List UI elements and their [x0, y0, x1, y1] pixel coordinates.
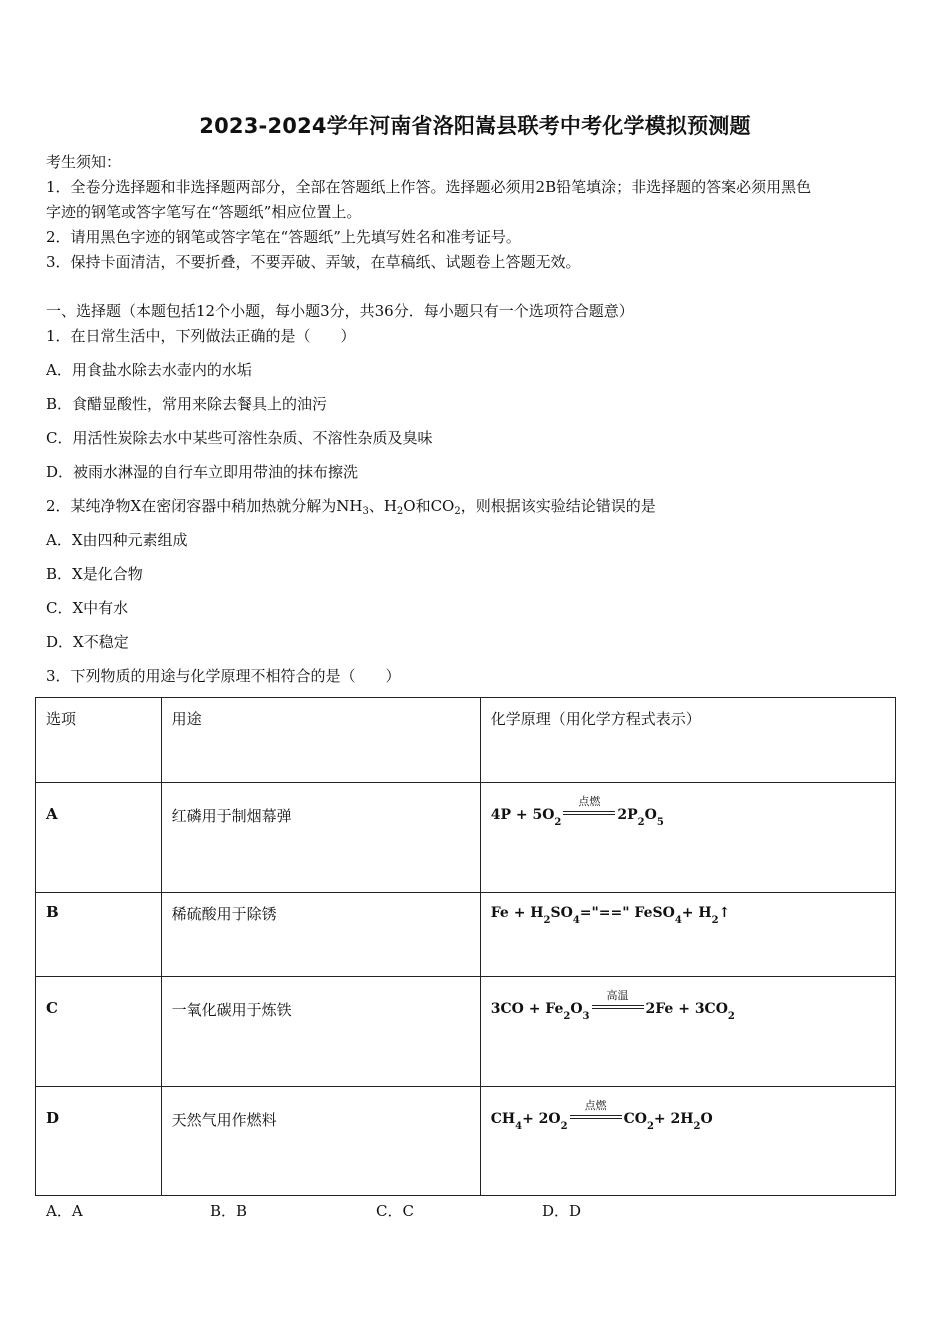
- table-row: [36, 893, 896, 977]
- question-2-option-d: D．X不稳定: [46, 633, 129, 651]
- question-2-option-b: B．X是化合物: [46, 565, 143, 583]
- question-1-stem: 1．在日常生活中，下列做法正确的是（ ）: [46, 327, 356, 345]
- header-use: 用途: [171, 710, 202, 728]
- header-principle: 化学原理（用化学方程式表示）: [490, 710, 701, 728]
- notes-heading: 考生须知：: [46, 153, 122, 171]
- note-2: 2．请用黑色字迹的钢笔或答字笔在“答题纸”上先填写姓名和准考证号。: [46, 228, 521, 246]
- page-title: 2023-2024学年河南省洛阳嵩县联考中考化学模拟预测题: [199, 114, 751, 138]
- table-row: [36, 783, 896, 893]
- table-row: [36, 1087, 896, 1196]
- note-1-line-2: 字迹的钢笔或答字笔写在“答题纸”相应位置上。: [46, 203, 362, 221]
- row-c-equation: 3CO + Fe 2 O 3 高温 2Fe + 3CO 2: [490, 989, 735, 1022]
- question-2-stem: 2．某纯净物X在密闭容器中稍加热就分解为$NH_3$、$H_2O$和$CO_2$，则根据该实验结论错误的是: [46, 497, 656, 517]
- question-2-option-c: C．X中有水: [46, 599, 129, 617]
- row-b-option: B: [46, 903, 59, 921]
- answer-c: C．C: [376, 1202, 414, 1220]
- answer-d: D．D: [542, 1202, 582, 1220]
- question-1-option-c: C．用活性炭除去水中某些可溶性杂质、不溶性杂质及臭味: [46, 429, 433, 447]
- note-1-line-1: 1．全卷分选择题和非选择题两部分，全部在答题纸上作答。选择题必须用2B铅笔填涂；非选择题的答案必须用黑色: [46, 178, 812, 196]
- note-3: 3．保持卡面清洁，不要折叠，不要弄破、弄皱，在草稿纸、试题卷上答题无效。: [46, 253, 581, 271]
- question-1-option-b: B．食醋显酸性，常用来除去餐具上的油污: [46, 395, 328, 413]
- row-c-use: 一氧化碳用于炼铁: [171, 1001, 292, 1019]
- answer-a: A．A: [46, 1202, 83, 1220]
- row-d-use: 天然气用作燃料: [171, 1111, 277, 1129]
- row-c-option: C: [46, 999, 58, 1017]
- question-2-option-a: A．X由四种元素组成: [46, 531, 188, 549]
- reaction-arrow: 点燃: [563, 807, 615, 823]
- row-a-use: 红磷用于制烟幕弹: [171, 807, 292, 825]
- row-d-option: D: [46, 1109, 60, 1127]
- answer-b: B．B: [210, 1202, 248, 1220]
- row-b-use: 稀硫酸用于除锈: [171, 905, 277, 923]
- section-heading: 一、选择题（本题包括12个小题，每小题3分，共36分．每小题只有一个选项符合题意）: [46, 302, 634, 320]
- reaction-arrow: 点燃: [570, 1111, 622, 1127]
- row-a-option: A: [46, 805, 58, 823]
- question-1-option-d: D．被雨水淋湿的自行车立即用带油的抹布擦洗: [46, 463, 359, 481]
- row-d-equation: CH 4 + 2O 2 点燃 CO 2 + 2H 2 O: [490, 1099, 713, 1132]
- question-3-table: [35, 697, 896, 1196]
- question-1-option-a: A．用食盐水除去水壶内的水垢: [46, 361, 252, 379]
- header-option: 选项: [46, 710, 77, 728]
- row-b-equation: Fe + H 2 SO 4 ="==" FeSO 4 + H 2 ↑: [490, 905, 731, 926]
- row-a-equation: 4P + 5O 2 点燃 2P 2 O 5: [490, 795, 664, 828]
- table-header-row: [36, 698, 896, 783]
- table-row: [36, 977, 896, 1087]
- question-3-stem: 3．下列物质的用途与化学原理不相符合的是（ ）: [46, 667, 401, 685]
- reaction-arrow: 高温: [592, 1001, 644, 1017]
